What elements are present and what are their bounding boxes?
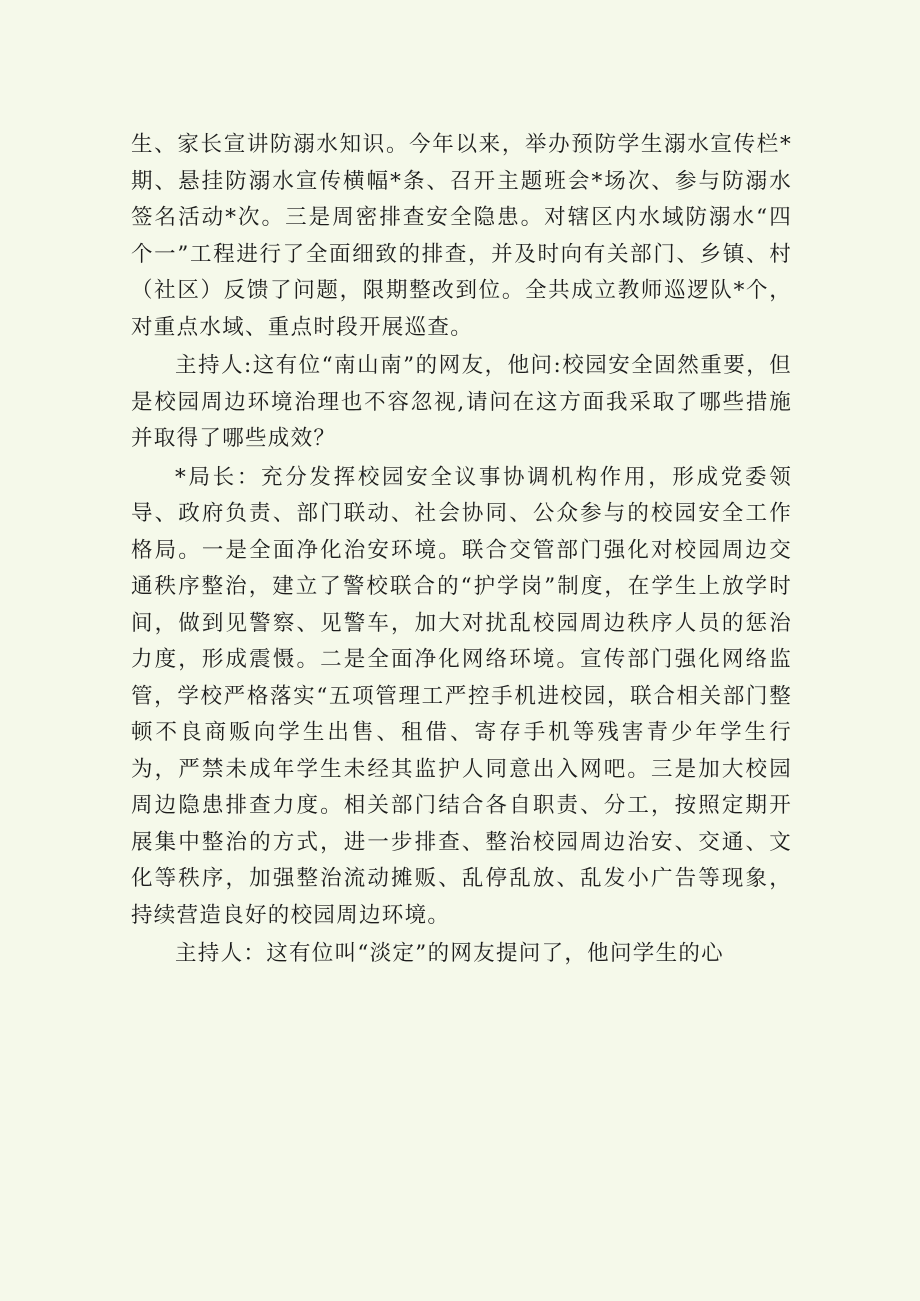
paragraph-host-question-campus-environment: 主持人:这有位“南山南”的网友，他问:校园安全固然重要，但是校园周边环境治理也不容忽视,请问在这方面我采取了哪些措施并取得了哪些成效？ [131,353,792,451]
paragraph-host-question-psychology: 主持人：这有位叫“淡定”的网友提问了，他问学生的心 [175,941,724,966]
paragraph-continued-drowning-prevention: 生、家长宣讲防溺水知识。今年以来，举办预防学生溺水宣传栏*期、悬挂防溺水宣传横幅*条、召开主题班会*场次、参与防溺水签名活动*次。三是周密排查安全隐患。对辖区内水域防溺水“四个一”工程进行了全面细致的排查，并及时向有关部门、乡镇、村（社区）反馈了问题，限期整改到位。全共成立教师巡逻队*个，对重点水域、重点时段开展巡查。 [131,132,792,340]
paragraph-director-answer: *局长：充分发挥校园安全议事协调机构作用，形成党委领导、政府负责、部门联动、社会协同、公众参与的校园安全工作格局。一是全面净化治安环境。联合交管部门强化对校园周边交通秩序整治，建立了警校联合的“护学岗”制度，在学生上放学时间，做到见警察、见警车，加大对扰乱校园周边秩序人员的惩治力度，形成震慑。二是全面净化网络环境。宣传部门强化网络监管，学校严格落实“五项管理工严控手机进校园，联合相关部门整顿不良商贩向学生出售、租借、寄存手机等残害青少年学生行为，严禁未成年学生未经其监护人同意出入网吧。三是加大校园周边隐患排查力度。相关部门结合各自职责、分工，按照定期开展集中整治的方式，进一步排查、整治校园周边治安、交通、文化等秩序，加强整治流动摊贩、乱停乱放、乱发小广告等现象，持续营造良好的校园周边环境。 [131,464,792,928]
